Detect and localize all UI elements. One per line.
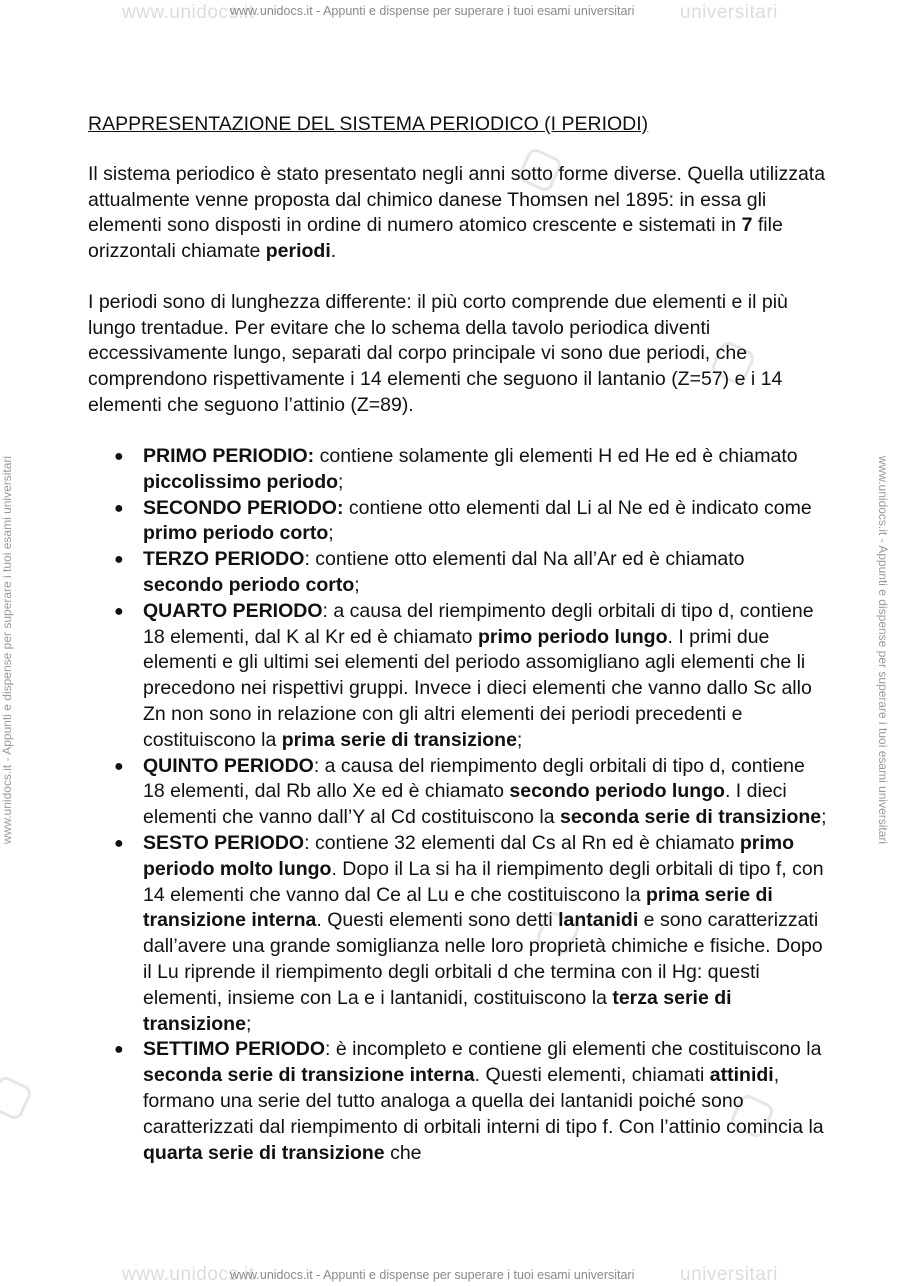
bullet-icon: ● xyxy=(114,551,124,569)
bullet-icon: ● xyxy=(114,448,124,465)
periods-list xyxy=(88,444,828,1166)
list-item-quinto-periodo: ● QUINTO PERIODO: a causa del riempimento degli orbitali di tipo d, contiene 18 elementi, dal Rb allo Xe ed è chiamato secondo periodo lungo. I dieci elementi che vanno dall’Y al Cd costituiscono la seconda serie di transizione; xyxy=(114,754,827,829)
watermark-ghost-top-right: universitari xyxy=(680,2,778,23)
bullet-icon: ● xyxy=(114,499,124,517)
list-item-quarto-periodo: ● QUARTO PERIODO: a causa del riempimento degli orbitali di tipo d, contiene 18 elementi, dal K al Kr ed è chiamato primo periodo lungo. I primi due elementi e gli ultimi sei elementi del periodo assomigliano agli elementi che li precedono nei rispettivi gruppi. Invece i dieci elementi che vanno dallo Sc allo Zn non sono in relazione con gli altri elementi dei periodi precedenti e costituiscono la prima serie di transizione; xyxy=(114,599,814,751)
watermark-logo-icon xyxy=(0,1074,34,1122)
watermark-footer: www.unidocs.it - Appunti e dispense per superare i tuoi esami universitari xyxy=(230,1268,635,1282)
watermark-ghost-bottom-right: universitari xyxy=(680,1264,778,1285)
bullet-icon: ● xyxy=(114,602,124,620)
watermark-ghost-top: www.unidocs.it xyxy=(122,2,255,23)
list-item-secondo-periodo: ● SECONDO PERIODO: contiene otto elementi dal Li al Ne ed è indicato come primo periodo corto; xyxy=(114,496,812,545)
bullet-icon: ● xyxy=(114,1041,124,1059)
watermark-header: www.unidocs.it - Appunti e dispense per superare i tuoi esami universitari xyxy=(230,4,635,18)
page-title: RAPPRESENTAZIONE DEL SISTEMA PERIODICO (I PERIODI) xyxy=(88,113,649,135)
intro-paragraph-1: Il sistema periodico è stato presentato negli anni sotto forme diverse. Quella utilizzata attualmente venne proposta dal chimico danese Thomsen nel 1895: in essa gli elementi sono disposti in ordine di numero atomico crescente e sistemati in 7 file orizzontali chiamate periodi. xyxy=(88,163,826,263)
bullet-icon: ● xyxy=(114,757,124,775)
watermark-ghost-bottom: www.unidocs.it xyxy=(122,1264,255,1285)
watermark-side-left: www.unidocs.it - Appunti e dispense per superare i tuoi esami universitari xyxy=(0,455,14,845)
list-item-terzo-periodo: ● TERZO PERIODO: contiene otto elementi dal Na all’Ar ed è chiamato secondo periodo corto; xyxy=(114,548,745,596)
list-item-sesto-periodo: ● SESTO PERIODO: contiene 32 elementi dal Cs al Rn ed è chiamato primo periodo molto lungo. Dopo il La si ha il riempimento degli orbitali di tipo f, con 14 elementi che vanno dal Ce al Lu e che costituiscono la prima serie di transizione interna. Questi elementi sono detti lantanidi e sono caratterizzati dall’avere una grande somiglianza nelle loro proprietà chimiche e fisiche. Dopo il Lu riprende il riempimento degli orbitali d che termina con il Hg: questi elementi, insieme con La e i lantanidi, costituiscono la terza serie di transizione; xyxy=(114,831,824,1035)
list-item-primo-periodo: ● PRIMO PERIODIO: contiene solamente gli elementi H ed He ed è chiamato piccolissimo periodo; xyxy=(114,445,798,493)
intro-paragraph-2: I periodi sono di lunghezza differente: il più corto comprende due elementi e il più lungo trentadue. Per evitare che lo schema della tavolo periodica diventi eccessivamente lungo, separati dal corpo principale vi sono due periodi, che comprendono rispettivamente i 14 elementi che seguono il lantanio (Z=57) e i 14 elementi che seguono l’attinio (Z=89). xyxy=(88,291,788,416)
bullet-icon: ● xyxy=(114,834,124,852)
watermark-side-right: www.unidocs.it - Appunti e dispense per superare i tuoi esami universitari xyxy=(876,455,890,845)
list-item-settimo-periodo: ● SETTIMO PERIODO: è incompleto e contiene gli elementi che costituiscono la seconda serie di transizione interna. Questi elementi, chiamati attinidi, formano una serie del tutto analoga a quella dei lantanidi poiché sono caratterizzati dal riempimento di orbitali interni di tipo f. Con l’attinio comincia la quarta serie di transizione che xyxy=(114,1038,824,1164)
